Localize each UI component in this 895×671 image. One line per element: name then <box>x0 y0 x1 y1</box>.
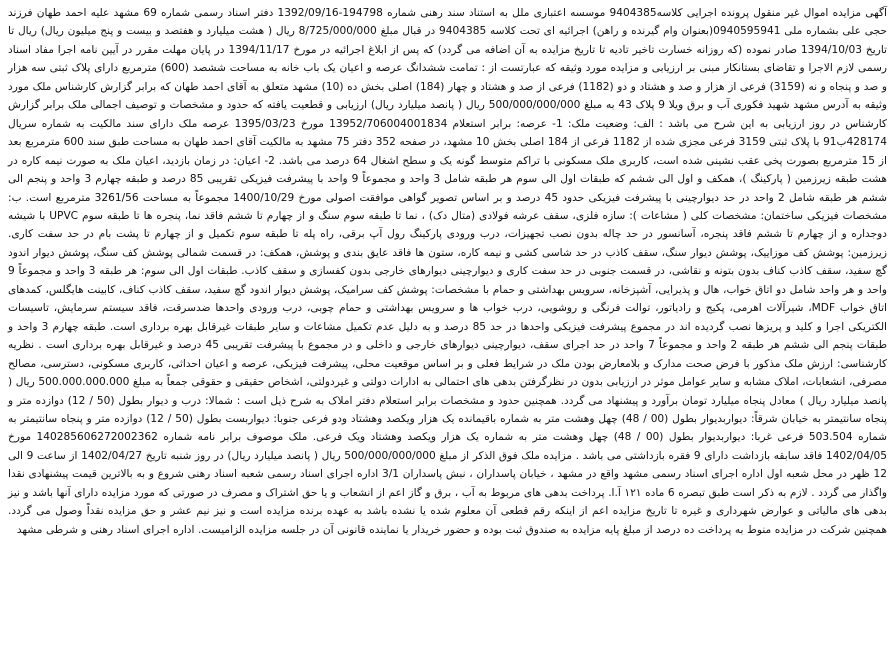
auction-notice-text: آگهی مزایده اموال غیر منقول پرونده اجرایی کلاسه9404385 موسسه اعتباری ملل به استناد سند رهنی شماره 194798-1392/09/16 دفتر اسناد رسمی شماره 69 مشهد علیه احمد طهان فرزند حجی علی بشماره ملی 0940595941(بعنوان وام گیرنده و راهن) اجرائیه ای تحت کلاسه 9404385 در قبال مبلغ 8/725/000/000 ریال ( هشت میلیارد و هفتصد و بیست و پنج میلیون ریال) ریال تا تاریخ 1394/10/03 صادر نموده (که روزانه خسارت تاخیر تادیه تا تاریخ مزایده به آن اضافه می گردد) که پس از ابلاغ اجرائیه در مورخ 1394/11/17 در پایان مهلت مقرر در آیین نامه اجرا مفاد اسناد رسمی لازم الاجرا و تقاضای بستانکار مبنی بر ارزیابی و مزایده مورد وثیقه که عبارتست از : تمامت ششدانگ عرصه و اعیان یک باب خانه به مساحت ششصد (600) مترمربع دارای پلاک ثبتی سه هزار و صد و پنجاه و نه (3159) فرعی از هزار و صد و هشتاد و دو (1182) فرعی از صد و هشتاد و چهار (184) اصلی بخش ده (10) مشهد متعلق به آقای احمد طهان که برابر گزارش کارشناس ملک مورد وثیقه به آدرس مشهد شهید فکوری آب و برق ویلا 9 پلاک 43 به مبلغ 500/000/000/000 ریال ( پانصد میلیارد ریال) ارزیابی و قطعیت یافته که حدود و مشخصات و توصیف اجمالی ملک برابر گزارش کارشناس در روز ارزیابی به این شرح می باشد : الف: وضعیت ملک: 1- عرصه: برابر استعلام 13952/706004001834 مورخ 1395/03/23 عرصه ملک دارای سند مالکیت به شماره سریال 428174ب91 با پلاک ثبتی 3159 فرعی مجزی شده از 1182 فرعی از 184 اصلی بخش 10 مشهد، در صفحه 352 دفتر 75 مشهد به مالکیت آقای احمد طهان به مساحت طبق سند 600 مترمربع بعد از 15 مترمربع بصورت پخی عقب نشینی شده است، کاربری ملک مسکونی با تراکم متوسط گونه یک و سطح اشغال 64 درصد می باشد. 2- اعیان: در زمان بازدید، اعیان ملک به صورت نیمه کاره در هشت طبقه زیرزمین ( پارکینگ )، همکف و اول الی ششم که طبقات اول الی سوم هر طبقه شامل 3 واحد و مجموعاً 9 واحد با پیشرفت فیزیکی تقریبی 85 درصد و طبقه چهارم 3 واحد و پنجم الی ششم هر طبقه شامل 2 واحد در حد دیوارچینی با پیشرفت فیزیکی حدود 45 درصد و بر اساس تصویر گواهی موافقت اصولی مورخ 1400/10/29 مجموعاً به مساحت 3261/56 مترمربع است. ب: مشخصات فیزیکی ساختمان: مشخصات کلی ( مشاعات ): سازه فلزی، سقف عرشه فولادی (متال دک) ، نما تا طبقه سوم سنگ و از چهارم تا ششم فاقد نما، پنجره ها تا طبقه سوم UPVC با شیشه دوجداره و از چهارم تا ششم فاقد پنجره، آسانسور در حد چاله بدون نصب تجهیزات، درب ورودی پارکینگ رول آپ برقی، راه پله تا طبقه سوم تکمیل و از چهارم تا پشت بام در حد سفت کاری. زیرزمین: پوشش کف موزاییک، پوشش دیوار سنگ، سقف کاذب در حد شاسی کشی و نیمه کاره، ستون ها فاقد عایق بندی و پوشش، همکف: در قسمت شمالی پوشش کف سنگ، پوشش دیوار اندود گچ سفید، سقف کاذب کناف بدون بتونه و نقاشی، در قسمت جنوبی در حد سفت کاری و دیوارچینی دیوارهای خارجی بدون کفسازی و سقف کاذب. طبقات اول الی سوم: هر طبقه 3 واحد و مجموعاً 9 واحد و هر واحد شامل دو اتاق خواب، هال و پذیرایی، آشپزخانه، سرویس بهداشتی و حمام با مشخصات: پوشش کف سرامیک، پوشش دیوار اندود گچ سفید، سقف کاذب کناف، کابینت هایگلس، کمدهای اتاق خواب MDF، شیرآلات اهرمی، پکیج و رادیاتور، توالت فرنگی و روشویی، درب خواب ها و سرویس بهداشتی و حمام چوبی، درب ورودی واحدها ضدسرقت، فاقد سیستم سرمایش، تاسیسات الکتریکی اجرا و کلید و پریزها نصب گردیده اند در مجموع پیشرفت فیزیکی واحدها در حد 85 درصد و به دلیل عدم تکمیل مشاعات و سایر طبقات غیرقابل بهره برداری است. طبقه چهارم 3 واحد و طبقات پنجم الی ششم هر طبقه 2 واحد و مجموعاً 7 واحد در حد اجرای سقف، دیوارچینی دیوارهای خارجی و داخلی و در مجموع با پیشرفت تقریبی 45 درصد و غیرقابل بهره برداری است . نظریه کارشناسی: ارزش ملک مذکور با فرض صحت مدارک و بلامعارض بودن ملک در شرایط فعلی و بر اساس موقعیت محلی، پیشرفت فیزیکی، عرصه و اعیان احداثی، کاربری مسکونی، دسترسی، مصالح مصرفی، انشعابات، املاک مشابه و سایر عوامل موثر در ارزیابی بدون در نظرگرفتن بدهی های احتمالی به ادارات دولتی و غیردولتی، اشخاص حقیقی و حقوقی جمعاً به مبلغ 500.000.000.000 ریال ( پانصد میلیارد ریال ) معادل پنجاه میلیارد تومان برآورد و پیشنهاد می گردد. همچنین حدود و مشخصات برابر استعلام دفتر املاک به شرح ذیل است : شمالا: درب و دیوار بطول (50 / 12) دوازده متر و پنجاه سانتیمتر به خیابان شرقاً: دیواربدیوار بطول (00 / 48) چهل وهشت متر به شماره باقیمانده یک هزار ویکصد وهشتاد ودو فرعی جنوبا: دیواربست بطول (50 / 12) دوازده متر و پنجاه سانتیمتر به شماره 503.504 فرعی غربا: دیواربدیوار بطول (00 / 48) چهل وهشت متر به شماره یک هزار ویکصد وهشتاد ویک فرعی. ملک موصوف برابر نامه شماره 140285606272002362 مورخ 1402/04/05 فاقد سابقه بازداشت دارای 9 فقره بازداشتی می باشد . مزایده ملک فوق الذکر از مبلغ 500/000/000/000 ریال ( پانصد میلیارد ریال) در روز شنبه تاریخ 1402/04/27 از ساعت 9 الی 12 ظهر در محل شعبه اول اداره اجرای اسناد رسمی مشهد واقع در مشهد ، خیابان پاسداران ، نبش پاسداران 3/1 اداره اجرای اسناد رسمی شعبه اسناد رهنی شروع و به بالاترین قیمت پیشنهادی نقدا واگذار می گردد . لازم به ذکر است طبق تبصره 6 ماده ۱۲۱ آ.ا. پرداخت بدهی های مربوط به آب ، برق و گاز اعم از انشعاب و یا حق اشتراک و مصرف در صورتی که مورد مزایده دارای آنها باشد و نیز بدهی های مالیاتی و عوارض شهرداری و غیره تا تاریخ مزایده اعم از اینکه رقم قطعی آن معلوم شده یا نشده باشد به عهده برنده مزایده است و نیز نیم عشر و حق مزایده نقداً وصول می گردد. همچنین شرکت در مزایده منوط به پرداخت ده درصد از مبلغ پایه مزایده به صندوق ثبت بوده و حضور خریدار یا نماینده قانونی آن در جلسه مزایده الزامیست. اداره اجرای اسناد رهنی و شرطی مشهد <box>8 7 888 536</box>
